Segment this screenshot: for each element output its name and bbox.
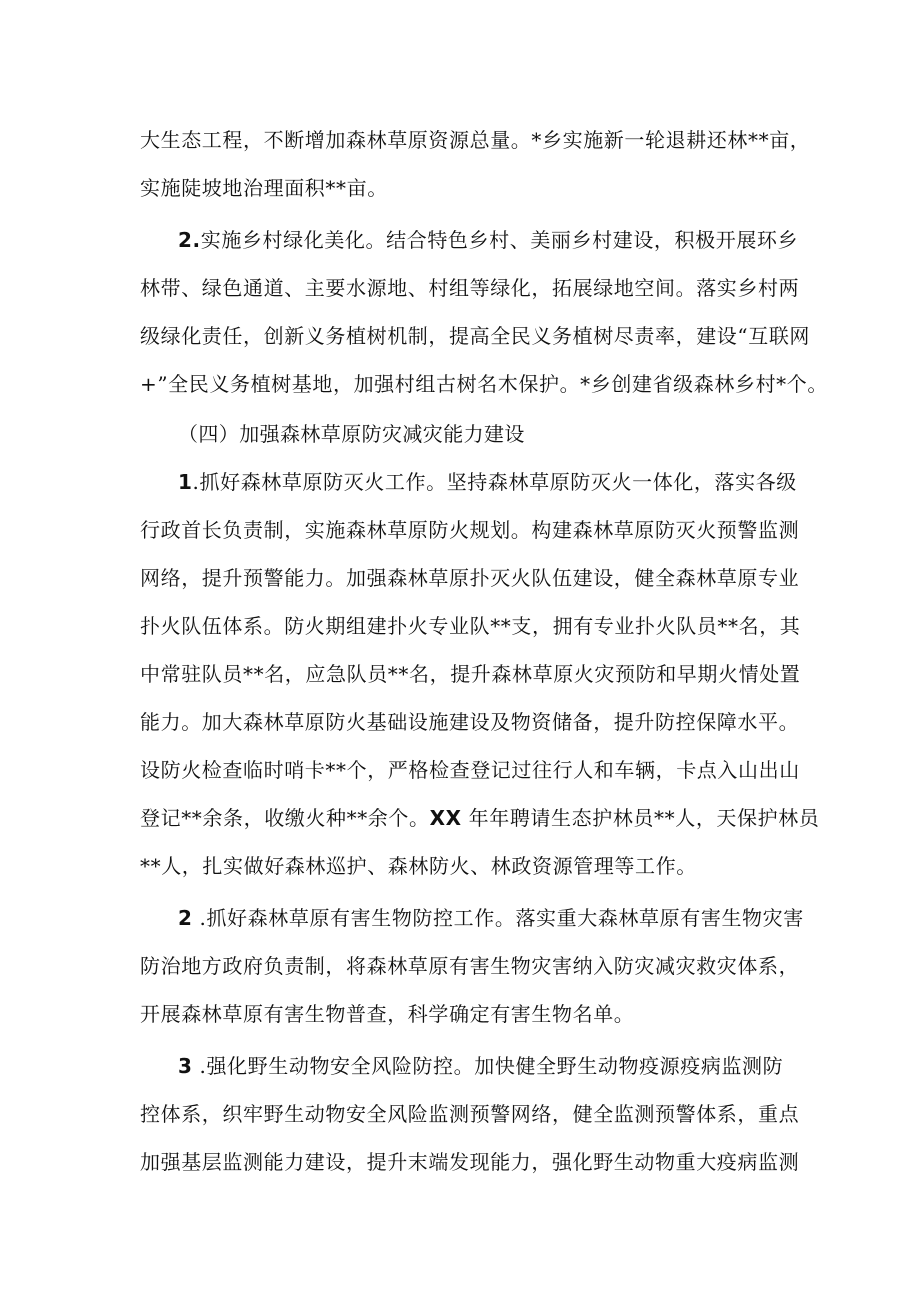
paragraph-line: 加强基层监测能力建设，提升末端发现能力，强化野生动物重大疫病监测	[140, 1150, 800, 1174]
paragraph-line: 林带、绿色通道、主要水源地、村组等绿化，拓展绿地空间。落实乡村两	[140, 276, 800, 300]
item-number: 3	[178, 1054, 193, 1078]
year-placeholder: XX	[429, 806, 462, 830]
paragraph-line	[178, 470, 828, 494]
paragraph-line: 中常驻队员**名，应急队员**名，提升森林草原火灾预防和早期火情处置	[140, 662, 801, 686]
line-text: .抓好森林草原防灭火工作。坚持森林草原防灭火一体化，落实各级	[192, 470, 797, 494]
paragraph-line: 级绿化责任，创新义务植树机制，提高全民义务植树尽责率，建设“互联网	[140, 324, 811, 348]
paragraph-line: 设防火检查临时哨卡**个，严格检查登记过往行人和车辆，卡点入山出山	[140, 758, 800, 782]
paragraph-line: 扑火队伍体系。防火期组建扑火专业队**支，拥有专业扑火队员**名，其	[140, 614, 801, 638]
paragraph-line: 能力。加大森林草原防火基础设施建设及物资储备，提升防控保障水平。	[140, 710, 800, 734]
paragraph-line: 实施陡坡地治理面积**亩。	[140, 176, 388, 200]
paragraph-line	[140, 806, 820, 830]
paragraph-line: 控体系，织牢野生动物安全风险监测预警网络，健全监测预警体系，重点	[140, 1102, 800, 1126]
paragraph-line: **人，扎实做好森林巡护、森林防火、林政资源管理等工作。	[140, 854, 697, 878]
paragraph-line: 行政首长负责制，实施森林草原防火规划。构建森林草原防灭火预警监测	[140, 518, 800, 542]
paragraph-line: 网络，提升预警能力。加强森林草原扑灭火队伍建设，健全森林草原专业	[140, 566, 800, 590]
section-heading: （四）加强森林草原防灾减灾能力建设	[178, 422, 525, 446]
line-text: .强化野生动物安全风险防控。加快健全野生动物疫源疫病监测防	[199, 1054, 784, 1078]
line-text: .抓好森林草原有害生物防控工作。落实重大森林草原有害生物灾害	[199, 906, 804, 930]
item-number: 2.	[178, 228, 201, 252]
paragraph-line: 开展森林草原有害生物普查，科学确定有害生物名单。	[140, 1002, 635, 1026]
item-number: 1	[178, 470, 193, 494]
paragraph-line	[178, 1054, 828, 1078]
paragraph-line	[178, 228, 828, 252]
paragraph-line: +”全民义务植树基地，加强村组古树名木保护。*乡创建省级森林乡村*个。	[140, 372, 828, 396]
paragraph-line: 大生态工程，不断增加森林草原资源总量。*乡实施新一轮退耕还林**亩，	[140, 128, 811, 152]
paragraph-line	[178, 906, 828, 930]
item-number: 2	[178, 906, 193, 930]
line-text: 年年聘请生态护林员**人，天保护林员	[468, 806, 820, 830]
paragraph-line: 防治地方政府负责制，将森林草原有害生物灾害纳入防灾减灾救灾体系，	[140, 954, 800, 978]
line-text: 实施乡村绿化美化。结合特色乡村、美丽乡村建设，积极开展环乡	[200, 228, 799, 252]
line-text: 登记**余条，收缴火种**余个。	[140, 806, 430, 830]
